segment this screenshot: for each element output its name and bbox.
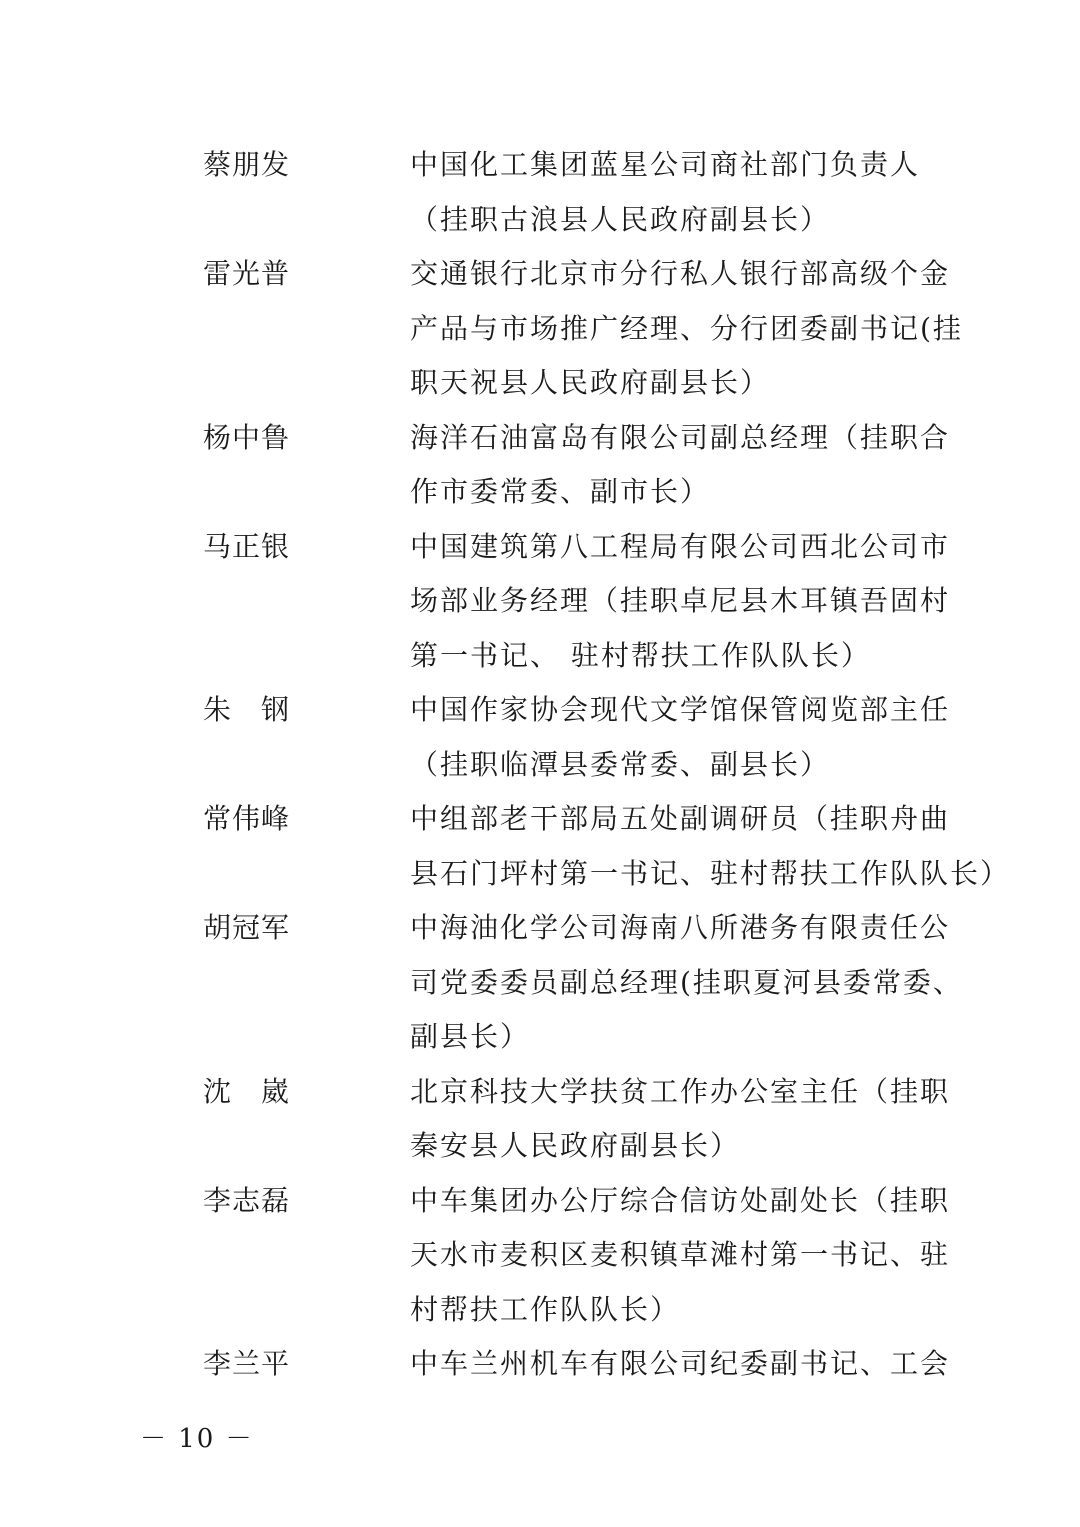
description-line: 副县长） bbox=[410, 1020, 531, 1053]
person-name: 蔡朋发 bbox=[203, 148, 291, 181]
person-name: 常伟峰 bbox=[203, 802, 291, 835]
position-description bbox=[410, 520, 970, 684]
list-item bbox=[0, 901, 1080, 1065]
description-line: 村帮扶工作队队长） bbox=[410, 1292, 681, 1326]
description-line: （挂职古浪县人民政府副县长） bbox=[410, 202, 831, 236]
description-line: 中国建筑第八工程局有限公司西北公司市 bbox=[410, 529, 951, 563]
list-item bbox=[0, 411, 1080, 520]
description-line: 中国化工集团蓝星公司商社部门负责人 bbox=[410, 148, 921, 181]
description-line: 场部业务经理（挂职卓尼县木耳镇吾固村 bbox=[410, 584, 951, 617]
position-description bbox=[410, 683, 970, 792]
description-line: 天水市麦积区麦积镇草滩村第一书记、驻 bbox=[410, 1238, 951, 1271]
description-line: 中国作家协会现代文学馆保管阅览部主任 bbox=[410, 693, 951, 726]
list-item bbox=[0, 1065, 1080, 1174]
description-line: 产品与市场推广经理、分行团委副书记(挂 bbox=[410, 311, 963, 345]
person-name: 马正银 bbox=[203, 529, 291, 563]
description-line: 海洋石油富岛有限公司副总经理（挂职合 bbox=[410, 420, 951, 454]
description-line: 中海油化学公司海南八所港务有限责任公 bbox=[410, 911, 951, 944]
person-name: 沈 崴 bbox=[203, 1074, 291, 1108]
page-number: － 10 － bbox=[140, 1424, 254, 1454]
description-line: 北京科技大学扶贫工作办公室主任（挂职 bbox=[410, 1074, 951, 1108]
description-line: 作市委常委、副市长） bbox=[410, 475, 711, 508]
position-description bbox=[410, 1174, 970, 1338]
person-name: 胡冠军 bbox=[203, 911, 291, 944]
position-description bbox=[410, 138, 970, 247]
position-description bbox=[410, 1065, 970, 1174]
description-line: 司党委委员副总经理(挂职夏河县委常委、 bbox=[410, 965, 963, 999]
list-item bbox=[0, 683, 1080, 792]
description-line: （挂职临潭县委常委、副县长） bbox=[410, 747, 831, 781]
description-line: 职天祝县人民政府副县长） bbox=[410, 366, 771, 399]
list-item bbox=[0, 1337, 1080, 1392]
position-description bbox=[410, 1337, 970, 1392]
person-name: 李兰平 bbox=[203, 1347, 291, 1380]
position-description bbox=[410, 901, 970, 1065]
description-line: 第一书记、 驻村帮扶工作队队长） bbox=[410, 638, 871, 672]
description-line: 秦安县人民政府副县长） bbox=[410, 1129, 741, 1162]
list-item bbox=[0, 520, 1080, 684]
list-item bbox=[0, 138, 1080, 247]
person-name: 雷光普 bbox=[203, 257, 291, 290]
person-name: 李志磊 bbox=[203, 1183, 291, 1217]
description-line: 中组部老干部局五处副调研员（挂职舟曲 bbox=[410, 802, 951, 835]
description-line: 中车集团办公厅综合信访处副处长（挂职 bbox=[410, 1183, 951, 1217]
person-name: 朱 钢 bbox=[203, 693, 291, 726]
position-description bbox=[410, 247, 970, 411]
position-description bbox=[410, 792, 1011, 901]
list-item bbox=[0, 1174, 1080, 1338]
description-line: 县石门坪村第一书记、驻村帮扶工作队队长） bbox=[410, 856, 1011, 890]
position-description bbox=[410, 411, 970, 520]
appointment-list bbox=[0, 138, 1080, 1392]
list-item bbox=[0, 792, 1080, 901]
description-line: 交通银行北京市分行私人银行部高级个金 bbox=[410, 257, 951, 290]
list-item bbox=[0, 247, 1080, 411]
description-line: 中车兰州机车有限公司纪委副书记、工会 bbox=[410, 1347, 951, 1380]
person-name: 杨中鲁 bbox=[203, 420, 291, 454]
